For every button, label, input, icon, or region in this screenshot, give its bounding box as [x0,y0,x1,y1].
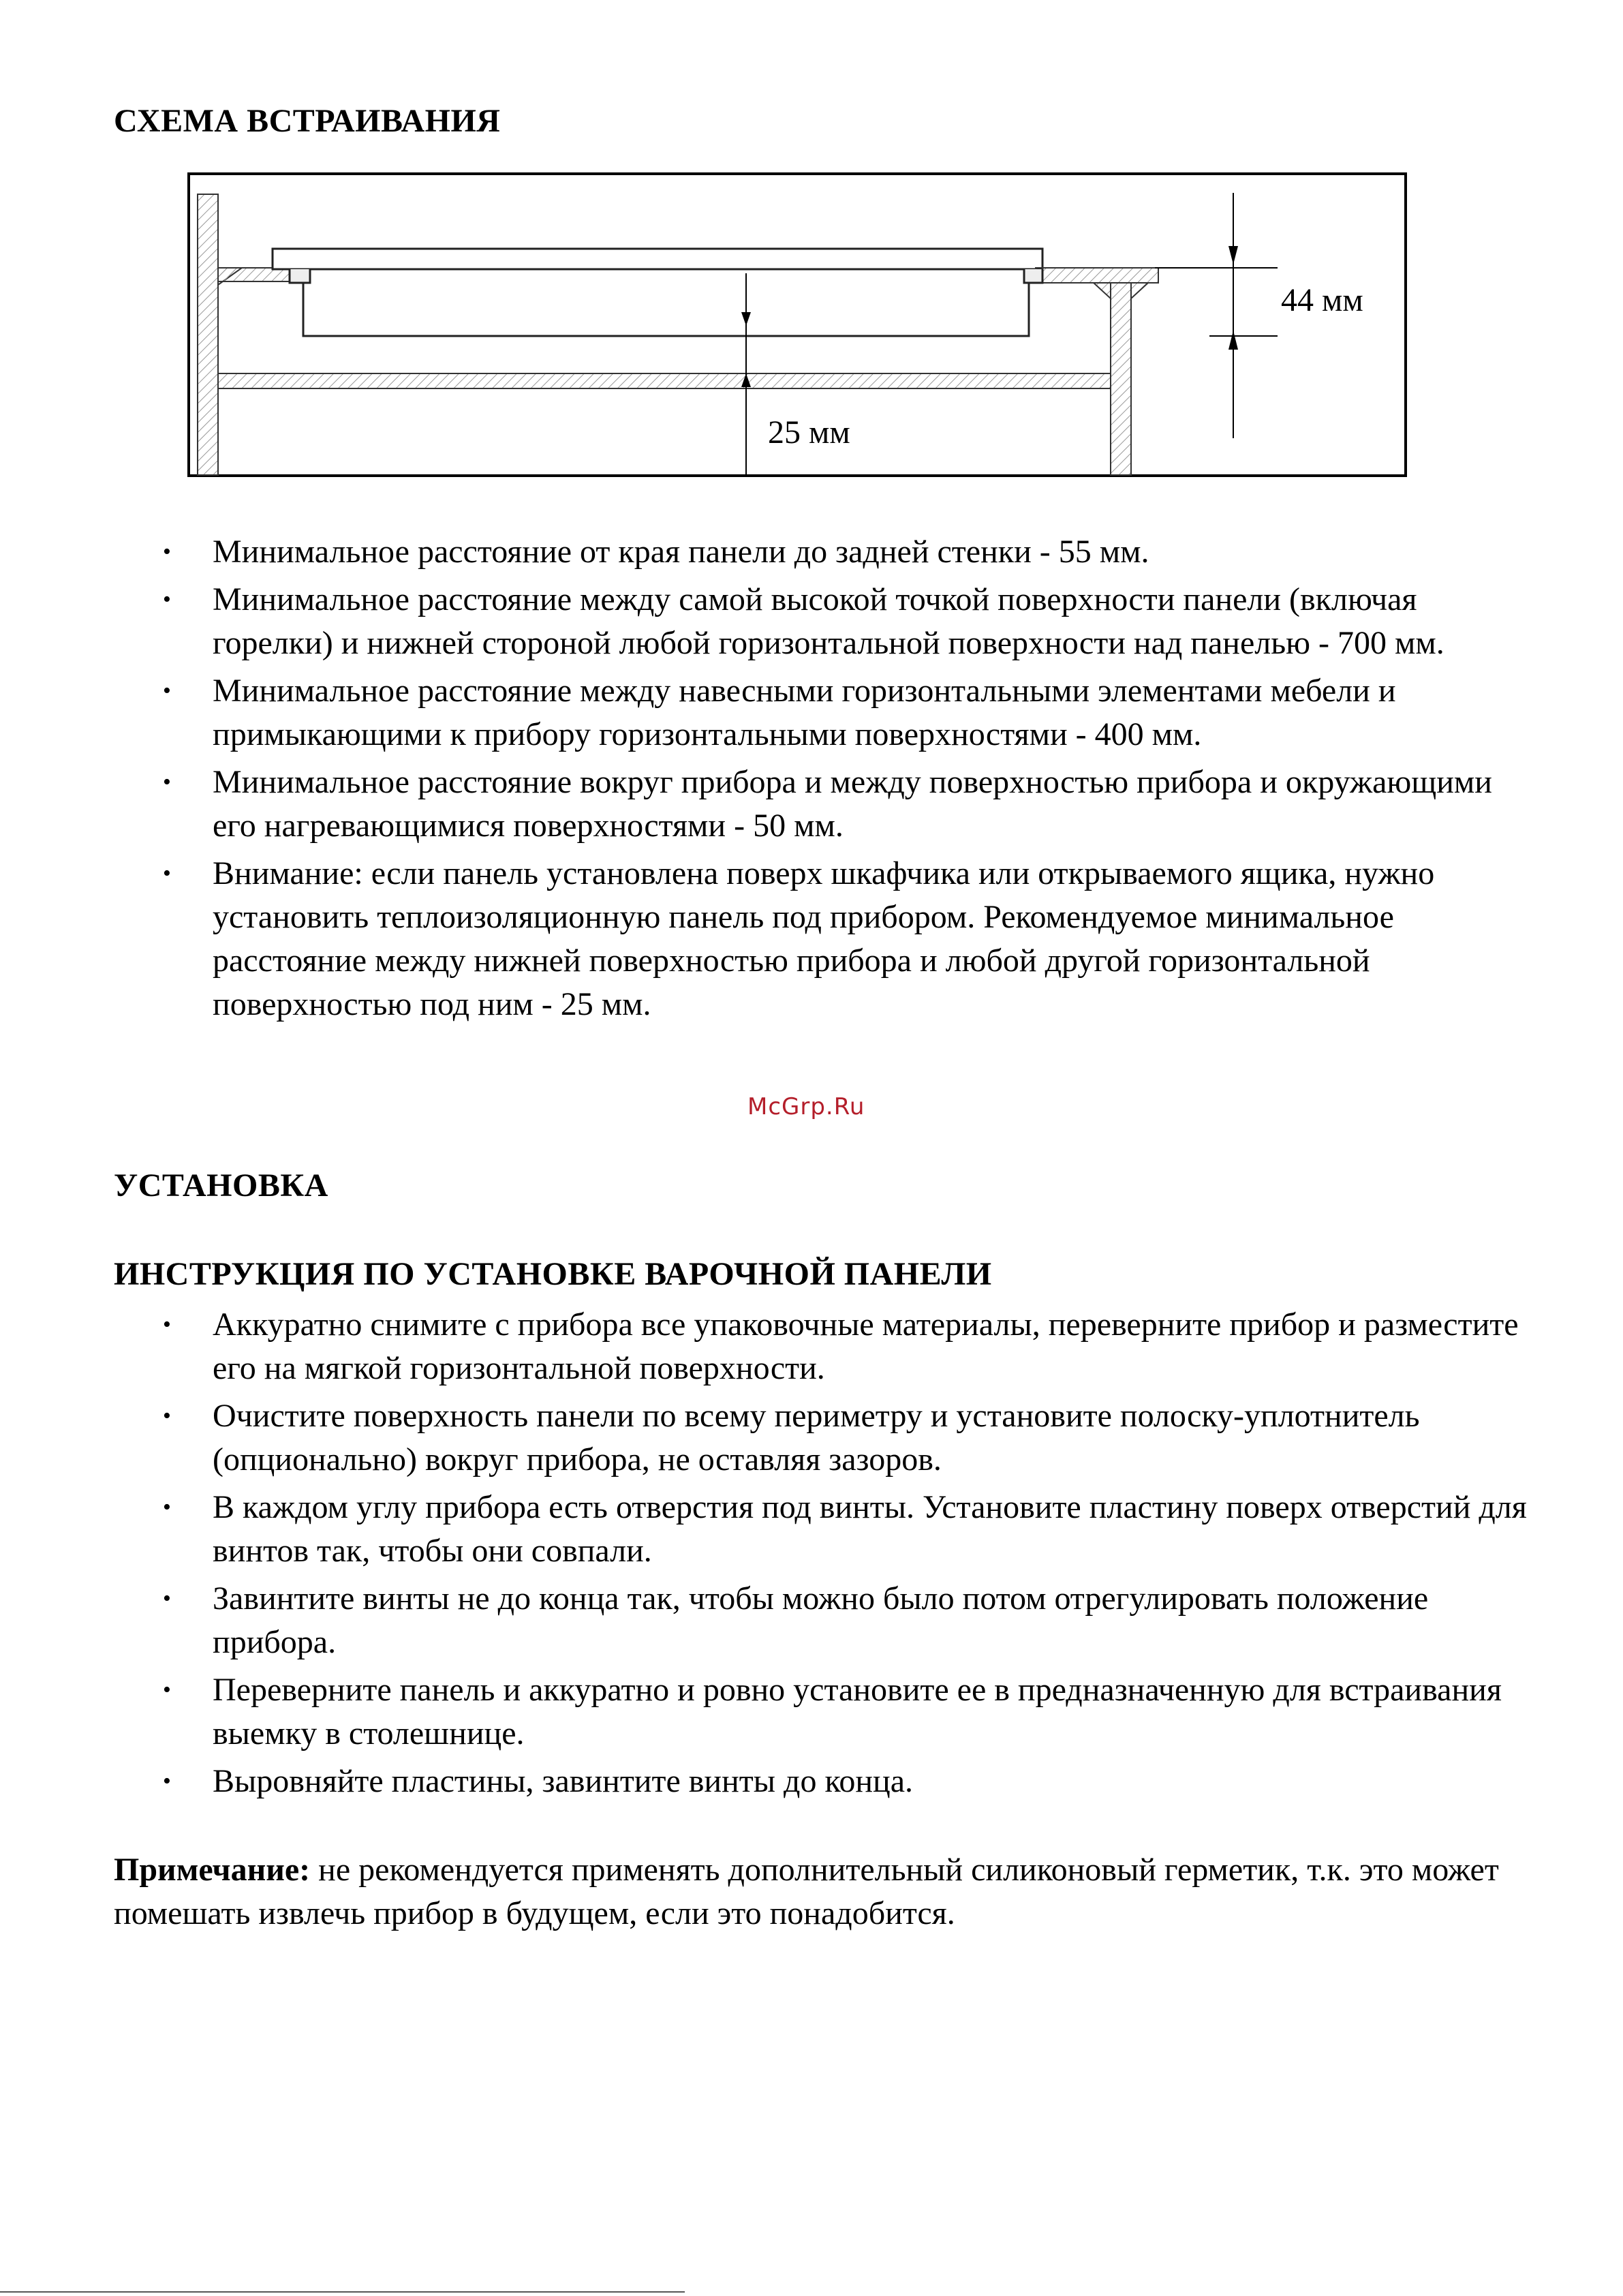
list-item-text: Минимальное расстояние между самой высокой точкой поверхности панели (включая горелки) и нижней стороной любой горизонтальной поверхности над панелью - 700 мм. [213,581,1444,661]
list-item [114,530,1531,574]
list-item [114,1760,1531,1803]
insulation-shelf [218,373,1111,388]
bullet-icon: • [163,539,171,564]
list-item [114,1668,1531,1756]
bracket-left [290,269,310,283]
footer-divider [0,2291,685,2293]
list-item-text: Минимальное расстояние между навесными горизонтальными элементами мебели и примыкающими к прибору горизонтальными поверхностями - 400 мм. [213,673,1396,752]
bullet-icon: • [163,861,171,886]
list-item-text: Аккуратно снимите с прибора все упаковочные материалы, переверните прибор и разместите его на мягкой горизонтальной поверхности. [213,1306,1519,1386]
note-text: не рекомендуется применять дополнительный силиконовый герметик, т.к. это может помешать извлечь прибор в будущем, если это понадобится. [114,1852,1499,1931]
section-heading-scheme: СХЕМА ВСТРАИВАНИЯ [114,103,501,139]
bullet-icon: • [163,1403,171,1428]
list-item-text: В каждом углу прибора есть отверстия под винты. Установите пластину поверх отверстий для винтов так, чтобы они совпали. [213,1489,1527,1569]
list-item-text: Переверните панель и аккуратно и ровно установите ее в предназначенную для встраивания выемку в столешнице. [213,1672,1502,1751]
list-item-text: Внимание: если панель установлена поверх шкафчика или открываемого ящика, нужно установить теплоизоляционную панель под прибором. Рекомендуемое минимальное расстояние между нижней поверхностью прибора и любой другой горизонтальной поверхностью под ним - 25 мм. [213,855,1435,1022]
section-heading-install: УСТАНОВКА [114,1167,328,1204]
label-25mm: 25 мм [768,414,850,450]
bullet-icon: • [163,1677,171,1702]
list-item-text: Завинтите винты не до конца так, чтобы можно было потом отрегулировать положение прибора. [213,1580,1429,1660]
installation-diagram [187,172,1407,477]
section-heading-instruction: ИНСТРУКЦИЯ ПО УСТАНОВКЕ ВАРОЧНОЙ ПАНЕЛИ [114,1256,992,1292]
note-paragraph [114,1848,1538,1935]
bullet-icon: • [163,1495,171,1520]
bullet-icon: • [163,1312,171,1337]
bullet-icon: • [163,769,171,795]
list-item-text: Минимальное расстояние вокруг прибора и между поверхностью прибора и окружающими его нагревающимися поверхностями - 50 мм. [213,764,1492,844]
hob-top-plate [273,249,1042,269]
list-item [114,1303,1531,1390]
list-item [114,1577,1531,1664]
list-item [114,578,1531,665]
list-item-text: Очистите поверхность панели по всему периметру и установите полоску-уплотнитель (опционально) вокруг прибора, не оставляя зазоров. [213,1398,1420,1478]
label-44mm: 44 мм [1281,282,1363,318]
bullet-icon: • [163,1769,171,1794]
scheme-requirements-list [114,530,1531,1030]
watermark: McGrp.Ru [747,1093,865,1120]
bullet-icon: • [163,1586,171,1611]
list-item-text: Минимальное расстояние от края панели до задней стенки - 55 мм. [213,534,1149,570]
list-item [114,1486,1531,1573]
list-item [114,852,1531,1026]
bullet-icon: • [163,587,171,612]
diagram-svg [187,172,1407,477]
list-item [114,1394,1531,1482]
list-item [114,669,1531,756]
bullet-icon: • [163,678,171,703]
note-label: Примечание: [114,1852,311,1888]
install-steps-list [114,1303,1531,1807]
list-item-text: Выровняйте пластины, завинтите винты до конца. [213,1763,914,1799]
list-item [114,761,1531,848]
